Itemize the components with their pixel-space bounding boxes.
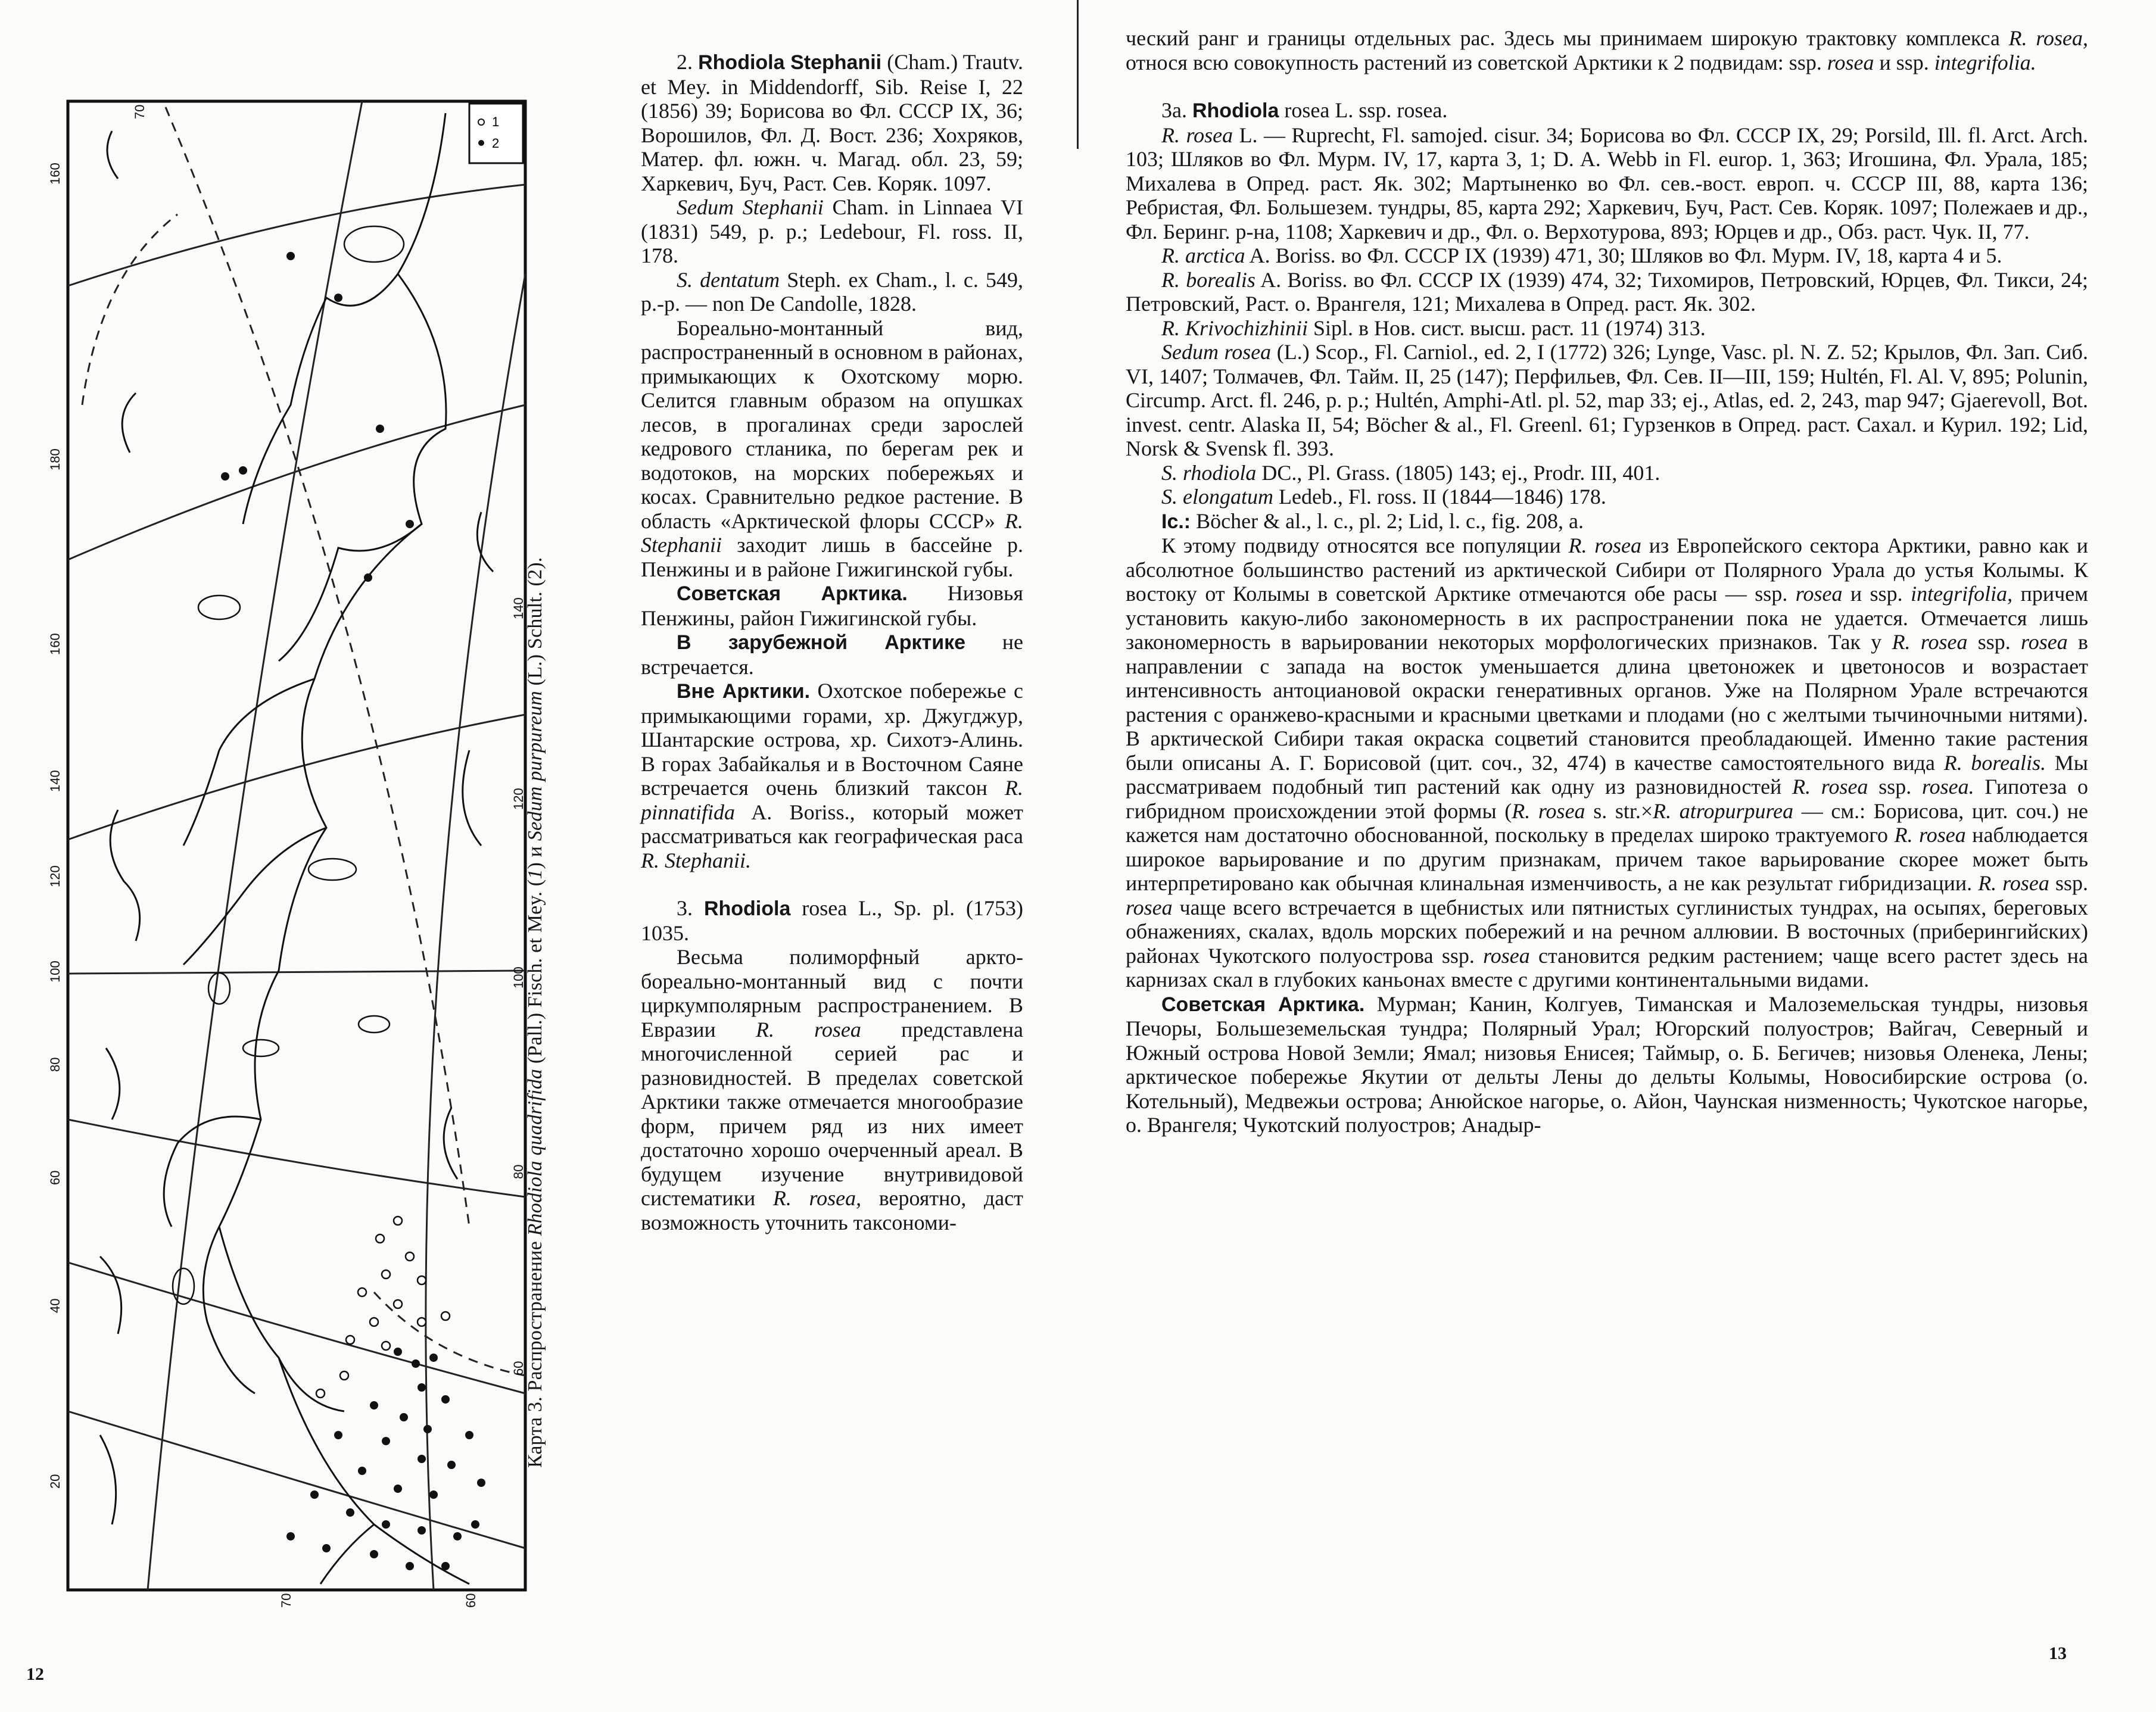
synonym-entry: Sedum rosea (L.) Scop., Fl. Carniol., ed. 2, I (1772) 326; Lynge, Vasc. pl. N. Z. 52; Крылов, Фл. Зап. Сиб. VI, 1407; Толмачев, Фл. Тайм. II, 25 (147); Перфильев, Фл. Сев. II—III, 159; Hultén, Fl. Al. V, 895; Polunin, Circump. Arct. fl. 246, p. p.; Hultén, Amphi-Atl. pl. 52, map 33; ej., Atlas, ed. 2, 243, map 947; Gjaerevoll, Bot. invest. centr. Alaska II, 54; Böcher & al., Fl. Greenl. 61; Гурзенков в Опред. раст. Сахал. и Курил. 192; Lid, Norsk & Svensk fl. 393. (1126, 340, 2088, 460)
species-name: Rhodiola Stephanii (698, 51, 882, 74)
locality-marker-filled (412, 1359, 420, 1368)
lon-label: 80 (511, 1164, 526, 1179)
locality-marker-filled (364, 573, 372, 582)
locality-marker-filled (310, 1490, 319, 1499)
locality-marker-filled (358, 1467, 366, 1475)
lat-label: 60 (463, 1593, 478, 1608)
lon-label: 40 (48, 1298, 63, 1313)
map-graticule (68, 101, 525, 1590)
locality-marker-filled (429, 1490, 438, 1499)
lon-label: 100 (511, 966, 526, 988)
lon-label: 180 (48, 448, 63, 470)
caption-species-1: Rhodiola quadrifida (524, 1068, 546, 1236)
lon-label: 100 (48, 961, 63, 983)
synonym-entry: R. rosea L. — Ruprecht, Fl. samojed. cisur. 34; Борисова во Фл. СССР IX, 29; Porsild, Ill. fl. Arct. Arch. 103; Шляков во Фл. Мурм. IV, 17, карта 3, 1; D. A. Webb in Fl. europ. 1, 363; Игошина, Фл. Урала, 185; Михалева в Опред. раст. Як. 302; Мартыненко во Фл. сев.-вост. европ. ч. СССР III, 88, карта 136; Ребристая, Фл. Большезем. тундры, 85, карта 292; Харкевич, Буч, Раст. Сев. Коряк. 1097; Полежаев и др., Фл. Беринг. р-на, 1108; Харкевич и др., Фл. о. Верхотурова, 893; Юрцев и др., Обз. раст. Чук. II, 77. (1126, 123, 2088, 244)
caption-prefix: Карта 3. Распространение (524, 1236, 546, 1468)
caption-num-1: 1 (524, 869, 546, 880)
species-heading-rosea: 3. Rhodiola rosea L., Sp. pl. (1753) 1035. (641, 896, 1023, 945)
subspecies-heading: 3a. Rhodiola rosea L. ssp. rosea. (1161, 98, 1448, 122)
lon-label: 140 (48, 770, 63, 792)
locality-marker-filled (370, 1550, 378, 1558)
synonym-entry: S. dentatum Steph. ex Cham., l. c. 549, p.-p. — non De Candolle, 1828. (641, 267, 1024, 316)
locality-marker-hollow (418, 1318, 426, 1326)
locality-marker-filled (394, 1485, 402, 1493)
locality-marker-filled (423, 1425, 432, 1433)
locality-marker-hollow (406, 1252, 414, 1261)
locality-marker-hollow (394, 1217, 402, 1225)
locality-marker-filled (286, 1532, 295, 1541)
book-spine (1077, 0, 1079, 149)
locality-marker-filled (447, 1461, 456, 1469)
locality-marker-filled (334, 1431, 342, 1439)
locality-marker-hollow (418, 1276, 426, 1284)
synonym-entry: S. rhodiola DC., Pl. Grass. (1805) 143; ej., Prodr. III, 401. (1161, 460, 1660, 485)
synonym-entry: R. arctica A. Boriss. во Фл. СССР IX (1939) 471, 30; Шляков во Фл. Мурм. IV, 18, карта 4 и 5. (1161, 244, 2002, 267)
locality-marker-filled (334, 294, 342, 302)
map-frame (68, 101, 525, 1590)
map-figure (48, 95, 529, 1608)
locality-marker-filled (239, 466, 247, 475)
lon-label: 20 (48, 1474, 63, 1489)
species-name: Rhodiola (703, 897, 791, 920)
locality-marker-filled (471, 1520, 479, 1529)
locality-marker-hollow (346, 1336, 354, 1344)
synonym-entry: S. elongatum Ledeb., Fl. ross. II (1844—1846) 178. (1161, 485, 1606, 509)
locality-marker-hollow (370, 1318, 378, 1326)
locality-marker-filled (477, 1479, 485, 1487)
synonym-entry: Sedum Stephanii Cham. in Linnaea VI (1831) 549, p. p.; Ledebour, Fl. ross. II, 178. (641, 195, 1023, 267)
locality-marker-filled (221, 472, 229, 481)
species-description: Весьма полиморфный аркто-бореально-монтанный вид с почти циркумполярным распространением. В Евразии R. rosea представлена многочисленной серией рас и разновидностей. В пределах советской Арктики также отмечается многообразие форм, причем ряд из них имеет достаточно хорошо очерченный ареал. В будущем изучение внутривидовой систематики R. rosea, вероятно, даст возможность уточнить таксономи- (641, 945, 1023, 1234)
map-legend (469, 104, 523, 163)
page-number-right: 13 (2049, 1644, 2067, 1663)
text-column-middle (641, 50, 1023, 1234)
lat-label: 70 (132, 104, 147, 119)
range-outside-arctic: Вне Арктики. Охотское побережье с примыкающими горами, хр. Джугджур, Шантарские острова, хр. Сихотэ-Алинь. В горах Забайкалья и в Восточном Саяне встречается очень близкий таксон R. pinnatifida A. Boriss., который может рассматриваться как географическая раса R. Stephanii. (641, 679, 1023, 872)
caption-authors-1: (Pall.) Fisch. et Mey. ( (524, 879, 546, 1069)
discussion-paragraph: К этому подвиду относятся все популяции R. rosea из Европейского сектора Арктики, равно как и абсолютное большинство растений из арктической Сибири от Полярного Урала до устья Колымы. К востоку от Колымы в советской Арктике отмечаются обе расы — ssp. rosea и ssp. integrifolia, причем установить какую-либо закономерность в их распространении пока не удается. Отмечается лишь закономерность в варьировании некоторых морфологических признаков. Так у R. rosea ssp. rosea в направлении с запада на восток уменьшается длина цветоножек и цветоносов и возрастает интенсивность антоциановой окраски генеративных органов. Уже на Полярном Урале встречаются растения с оранжево-красными и красными цветками и плодами (но с желтыми тычиночными нитями). В арктической Сибири такая окраска соцветий становится преобладающей. Именно такие растения были описаны А. Г. Борисовой (цит. соч., 32, 474) в качестве самостоятельного вида R. borealis. Мы рассматриваем подобный тип растений как одну из разновидностей R. rosea ssp. rosea. Гипотеза о гибридном происхождении этой формы (R. rosea s. str.×R. atropurpurea — см.: Борисова, цит. соч.) не кажется нам достаточно обоснованной, поскольку в пределах широко трактуемого R. rosea наблюдается широкое варьирование и по другим признакам, причем такое варьирование скорее может быть интерпретировано как обычная клинальная изменчивость, а не как результат гибридизации. R. rosea ssp. rosea чаще всего встречается в щебнистых или пятнистых суглинистых тундрах, на осыпях, береговых обнажениях, скалах, вдоль морских побережий и на речном аллювии. В восточных (приберингийских) районах Чукотского полуострова ssp. rosea становится редким растением; чаще всего растет здесь на карнизах скал в глубоких каньонах вместе с другими континентальными видами. (1126, 534, 2089, 991)
species-description: Бореально-монтанный вид, распространенный в основном в районах, примыкающих к Охотскому морю. Селится главным образом на опушках лесов, в прогалинах среди зарослей кедрового стланика, по берегам рек и водотоков, на морских побережьях и косах. Сравнительно редкое растение. В область «Арктической флоры СССР» R. Stephanii заходит лишь в бассейне р. Пенжины и в районе Гижигинской губы. (641, 316, 1023, 581)
locality-marker-filled (382, 1437, 390, 1445)
locality-marker-hollow (376, 1234, 384, 1243)
species-heading-stephanii: 2. Rhodiola Stephanii (Cham.) Trautv. et Mey. in Middendorff, Sib. Reise I, 22 (1856) 39; Борисова во Фл. СССР IX, 36; Ворошилов, Фл. Д. Вост. 236; Хохряков, Матер. фл. южн. ч. Магад. обл. 23, 59; Харкевич, Буч, Раст. Сев. Коряк. 1097. (641, 50, 1023, 195)
synonym-entry: R. borealis A. Boriss. во Фл. СССР IX (1939) 474, 32; Тихомиров, Петровский, Юрцев, Фл. Тикси, 24; Петровский, Раст. о. Врангеля, 121; Михалева в Опред. раст. Як. 302. (1126, 267, 2089, 316)
lon-label: 60 (511, 1361, 526, 1376)
locality-marker-filled (418, 1383, 426, 1392)
range-soviet-arctic: Советская Арктика. Низовья Пенжины, район Гижигинской губы. (641, 581, 1024, 630)
range-soviet-arctic: Советская Арктика. Мурман; Канин, Колгуев, Тиманская и Малоземельская тундры, низовья Печоры, Большеземельская тундра; Полярный Урал; Югорский полуостров; Вайгач, Северный и Южный острова Новой Земли; Ямал; низовья Енисея; Таймыр, о. Б. Бегичев; низовья Оленека, Лены; арктическое побережье Якутии от дельты Лены до дельты Колымы, Новосибирские острова (о. Котельный), Медвежьи острова; Анюйское нагорье, о. Айон, Чаунская низменность; Чукотское нагорье, о. Врангеля; Чукотский полуостров; Анадыр- (1126, 991, 2088, 1137)
lon-label: 140 (511, 597, 526, 619)
synonym-entry: R. Krivochizhinii Sipl. в Нов. сист. высш. раст. 11 (1974) 313. (1161, 316, 1706, 340)
locality-marker-filled (394, 1348, 402, 1356)
caption-authors-2: (L.) Schult. (2). (524, 557, 546, 691)
lon-label: 160 (48, 163, 63, 185)
locality-marker-filled (453, 1532, 462, 1541)
distribution-map (48, 95, 529, 1608)
locality-marker-hollow (316, 1389, 325, 1398)
lon-label: 160 (48, 633, 63, 655)
locality-marker-filled (382, 1520, 390, 1529)
lon-label: 80 (48, 1057, 63, 1072)
locality-marker-filled (406, 1562, 414, 1570)
locality-marker-hollow (382, 1342, 390, 1350)
lon-label: 60 (48, 1170, 63, 1185)
caption-conj: ) и (524, 841, 546, 869)
continued-paragraph: ческий ранг и границы отдельных рас. Здесь мы принимаем широкую трактовку комплекса R. rosea, относя всю совокупность растений из советской Арктики к 2 подвидам: ssp. rosea и ssp. integrifolia. (1126, 26, 2089, 74)
locality-marker-filled (441, 1395, 450, 1404)
map-coastline (100, 113, 493, 1584)
map-lon-labels-left (48, 163, 63, 1489)
lon-label: 120 (48, 865, 63, 887)
locality-marker-filled (400, 1413, 408, 1421)
map-islands (173, 226, 404, 1304)
legend-label-2: 2 (492, 136, 500, 151)
locality-marker-filled (406, 520, 414, 528)
legend-label-1: 1 (492, 114, 500, 129)
locality-marker-hollow (358, 1288, 366, 1296)
map-caption (524, 158, 547, 1468)
locality-marker-filled (441, 1562, 450, 1570)
locality-marker-filled (346, 1508, 354, 1517)
locality-marker-filled (370, 1401, 378, 1409)
text-column-right (1126, 26, 2088, 1137)
locality-marker-hollow (382, 1270, 390, 1278)
locality-marker-hollow (441, 1312, 450, 1320)
page-number-left: 12 (26, 1664, 44, 1684)
locality-marker-hollow (394, 1300, 402, 1308)
locality-marker-filled (322, 1544, 331, 1552)
locality-marker-filled (429, 1354, 438, 1362)
iconography-entry: Ic.: Böcher & al., l. c., pl. 2; Lid, l. c., fig. 208, a. (1161, 509, 1584, 533)
locality-marker-filled (286, 252, 295, 260)
locality-marker-filled (376, 425, 384, 433)
locality-marker-filled (418, 1526, 426, 1535)
locality-marker-filled (465, 1431, 473, 1439)
lat-label: 70 (279, 1593, 294, 1608)
locality-marker-hollow (340, 1371, 348, 1380)
lon-label: 120 (511, 788, 526, 810)
locality-marker-filled (418, 1455, 426, 1463)
range-foreign-arctic: В зарубежной Арктике не встречается. (641, 630, 1023, 679)
caption-species-2: Sedum purpureum (524, 691, 546, 841)
